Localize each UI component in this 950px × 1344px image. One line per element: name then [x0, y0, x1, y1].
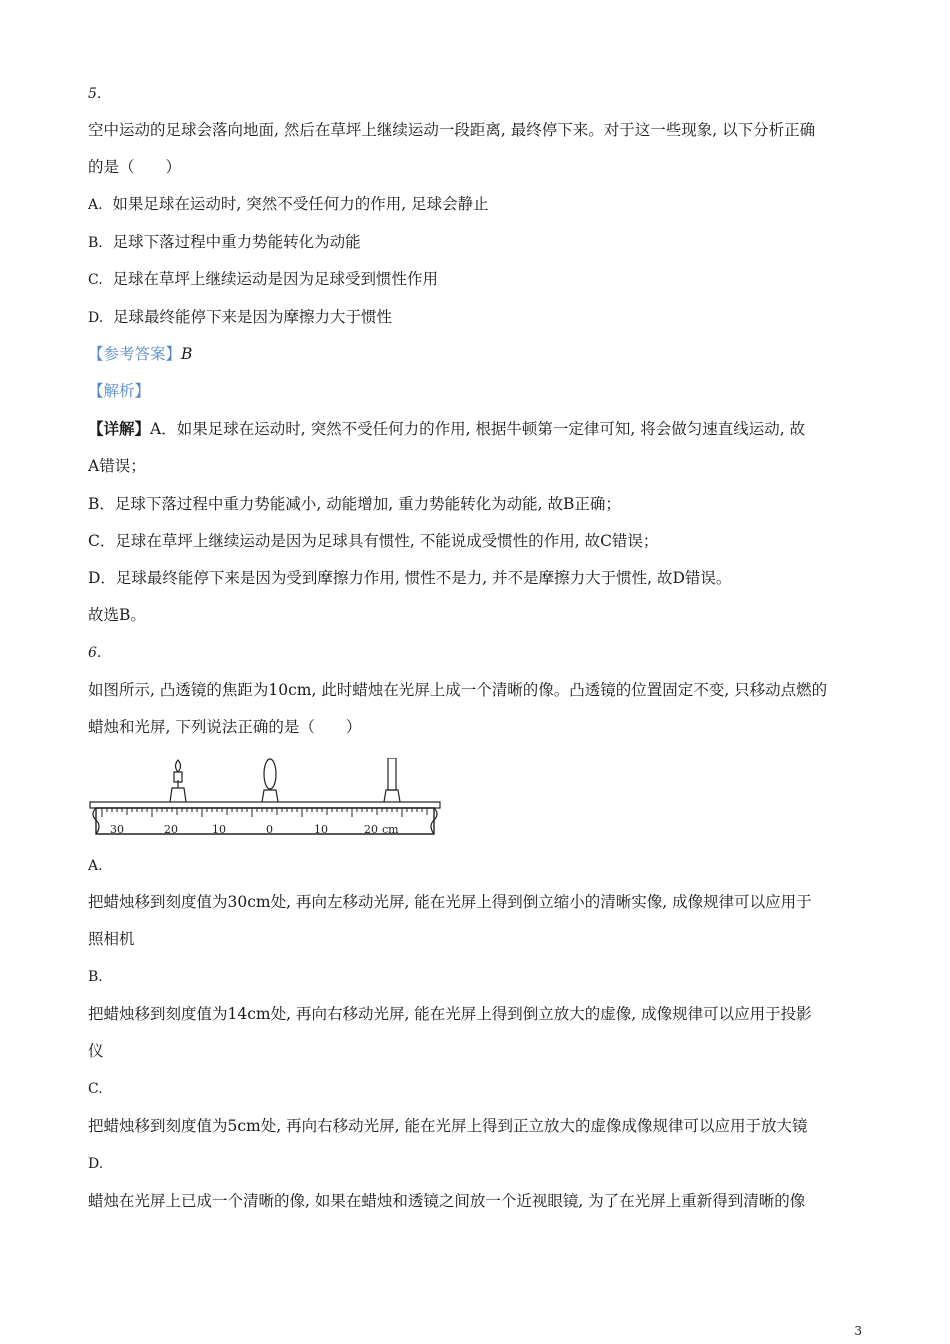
detail-line-a-1 [88, 419, 805, 439]
question-6-stem-line-1: 如图所示, 凸透镜的焦距为10cm, 此时蜡烛在光屏上成一个清晰的像。凸透镜的位置固定不变, 只移动点燃的 [88, 681, 828, 699]
tick-label-20-right: 20 [364, 823, 378, 836]
question-5-option-b [88, 232, 361, 253]
detail-line-b: B．足球下落过程中重力势能减小, 动能增加, 重力势能转化为动能, 故B正确； [88, 495, 621, 513]
analysis-label: 【解析】 [88, 382, 151, 400]
question-6-stem-line-2: 蜡烛和光屏, 下列说法正确的是（ ） [88, 718, 362, 736]
detail-a-text: A．如果足球在运动时, 突然不受任何力的作用, 根据牛顿第一定律可知, 将会做匀速直线运动, 故 [150, 420, 806, 438]
bench-top-rail [90, 802, 440, 808]
question-6-option-b-line-1: 把蜡烛移到刻度值为14cm处, 再向右移动光屏, 能在光屏上得到倒立放大的虚像, 成像规律可以应用于投影 [88, 1005, 812, 1023]
question-6-option-b-letter: B. [88, 969, 103, 985]
question-6-option-b-line-2: 仪 [88, 1042, 104, 1060]
question-5-option-c [88, 269, 438, 290]
option-letter: C. [88, 272, 103, 288]
conclusion: 故选B。 [88, 606, 146, 624]
tick-label-unit: cm [382, 823, 399, 836]
tick-label-20-left: 20 [164, 823, 178, 836]
candle-flame [176, 760, 181, 772]
answer-value: B [181, 345, 193, 363]
detail-line-d: D．足球最终能停下来是因为受到摩擦力作用, 惯性不是力, 并不是摩擦力大于惯性, 故D错误。 [88, 569, 732, 587]
question-6-option-c-letter: C. [88, 1081, 103, 1097]
ruler-ticks [102, 808, 427, 817]
candle-holder [170, 788, 186, 802]
answer-label: 【参考答案】 [88, 345, 182, 363]
option-text: 足球下落过程中重力势能转化为动能 [112, 233, 361, 251]
detail-label: 【详解】 [88, 419, 151, 438]
option-text: 足球在草坪上继续运动是因为足球受到惯性作用 [112, 270, 439, 288]
screen-holder [384, 790, 400, 802]
question-5-stem-line-1: 空中运动的足球会落向地面, 然后在草坪上继续运动一段距离, 最终停下来。对于这一些现象, 以下分析正确 [88, 121, 816, 139]
optical-bench-figure [88, 758, 444, 842]
question-6-option-a-letter: A. [88, 858, 103, 874]
question-5-option-a [88, 194, 489, 215]
question-5-option-d [88, 307, 392, 328]
convex-lens [264, 759, 276, 789]
question-6-option-d-line-1: 蜡烛在光屏上已成一个清晰的像, 如果在蜡烛和透镜之间放一个近视眼镜, 为了在光屏上重新得到清晰的像 [88, 1192, 806, 1210]
tick-label-30: 30 [110, 823, 124, 836]
light-screen [388, 758, 396, 790]
question-6-option-a-line-1: 把蜡烛移到刻度值为30cm处, 再向左移动光屏, 能在光屏上得到倒立缩小的清晰实像, 成像规律可以应用于 [88, 893, 812, 911]
detail-line-c: C．足球在草坪上继续运动是因为足球具有惯性, 不能说成受惯性的作用, 故C错误； [88, 532, 659, 550]
option-text: 如果足球在运动时, 突然不受任何力的作用, 足球会静止 [112, 195, 489, 213]
question-5-number: 5. [88, 86, 102, 102]
detail-line-a-2: A错误； [88, 457, 146, 475]
option-letter: B. [88, 235, 103, 251]
question-6-option-d-letter: D. [88, 1156, 104, 1172]
option-letter: A. [88, 197, 103, 213]
option-letter: D. [88, 310, 104, 326]
tick-label-10-left: 10 [212, 823, 226, 836]
page-number: 3 [854, 1324, 862, 1338]
answer-line [88, 344, 192, 364]
tick-label-0: 0 [266, 823, 273, 836]
option-text: 足球最终能停下来是因为摩擦力大于惯性 [113, 308, 393, 326]
question-6-number: 6. [88, 645, 102, 661]
lens-holder [262, 790, 278, 802]
question-6-option-c-line-1: 把蜡烛移到刻度值为5cm处, 再向右移动光屏, 能在光屏上得到正立放大的虚像成像规律可以应用于放大镜 [88, 1117, 808, 1135]
tick-label-10-right: 10 [314, 823, 328, 836]
question-6-option-a-line-2: 照相机 [88, 930, 135, 948]
question-5-stem-line-2: 的是（ ） [88, 158, 182, 176]
